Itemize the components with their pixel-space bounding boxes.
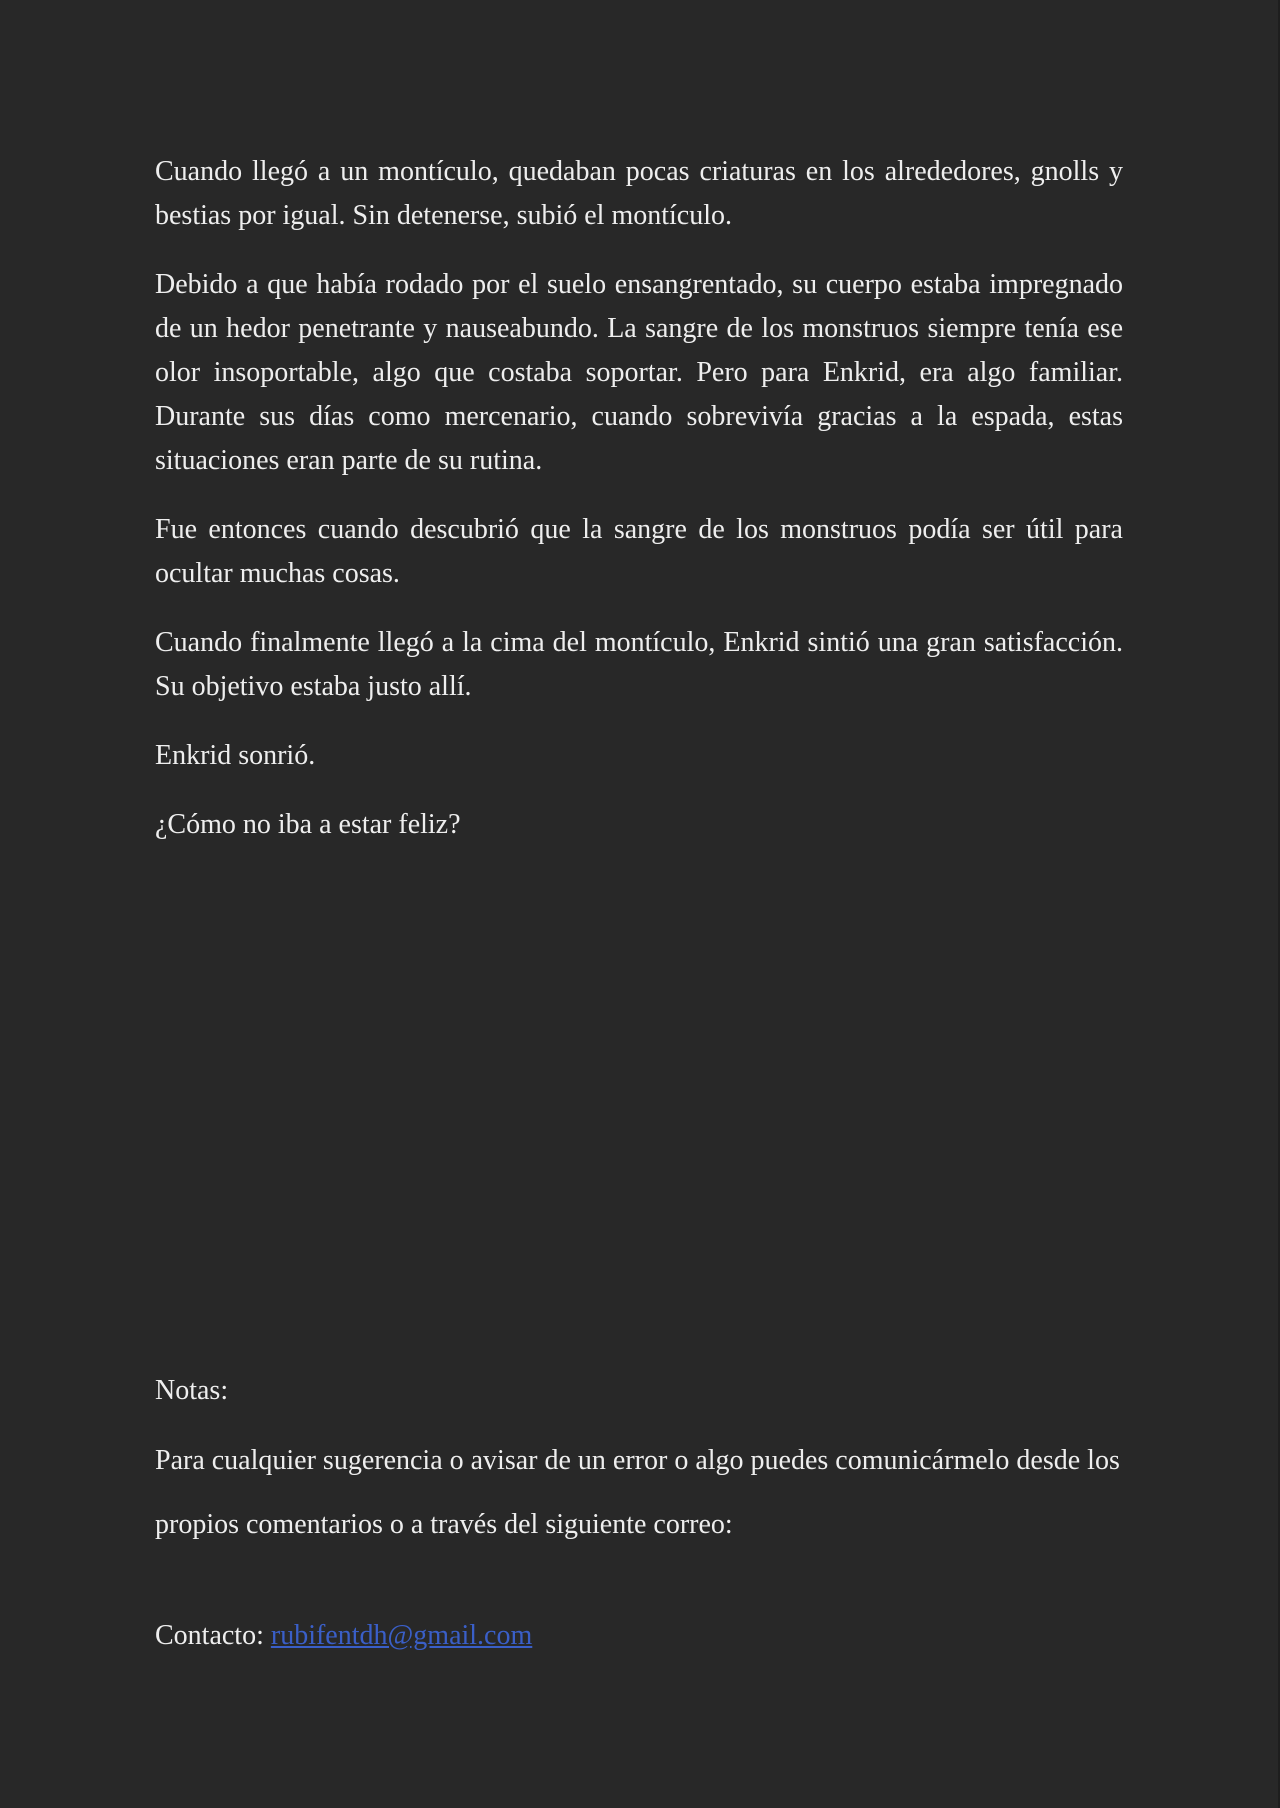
paragraph: Enkrid sonrió. — [155, 740, 316, 771]
notes-title: Notas: — [155, 1375, 229, 1406]
paragraph: Debido a que había rodado por el suelo ensangrentado, su cuerpo estaba impregnado de un hedor penetrante y nauseabundo. La sangre de los monstruos siempre tenía ese olor insoportable, algo que costaba soportar. Pero para Enkrid, era algo familiar. Durante sus días como mercenario, cuando sobrevivía gracias a la espada, estas situaciones eran parte de su rutina. — [155, 269, 1123, 476]
contact-label: Contacto: — [155, 1620, 271, 1651]
notes-body: Para cualquier sugerencia o avisar de un error o algo puedes comunicármelo desde los propios comentarios o a través del siguiente correo: — [155, 1445, 1120, 1540]
contact-email-link[interactable]: rubifentdh@gmail.com — [270, 1620, 533, 1651]
contact-line — [155, 1614, 532, 1658]
paragraph: ¿Cómo no iba a estar feliz? — [155, 809, 461, 840]
paragraph: Cuando finalmente llegó a la cima del montículo, Enkrid sintió una gran satisfacción. Su objetivo estaba justo allí. — [155, 627, 1123, 702]
story-text — [155, 150, 1123, 872]
paragraph: Cuando llegó a un montículo, quedaban pocas criaturas en los alrededores, gnolls y bestias por igual. Sin detenerse, subió el montículo. — [155, 156, 1123, 231]
paragraph: Fue entonces cuando descubrió que la sangre de los monstruos podía ser útil para ocultar muchas cosas. — [155, 514, 1123, 589]
notes-section — [155, 1369, 1123, 1557]
